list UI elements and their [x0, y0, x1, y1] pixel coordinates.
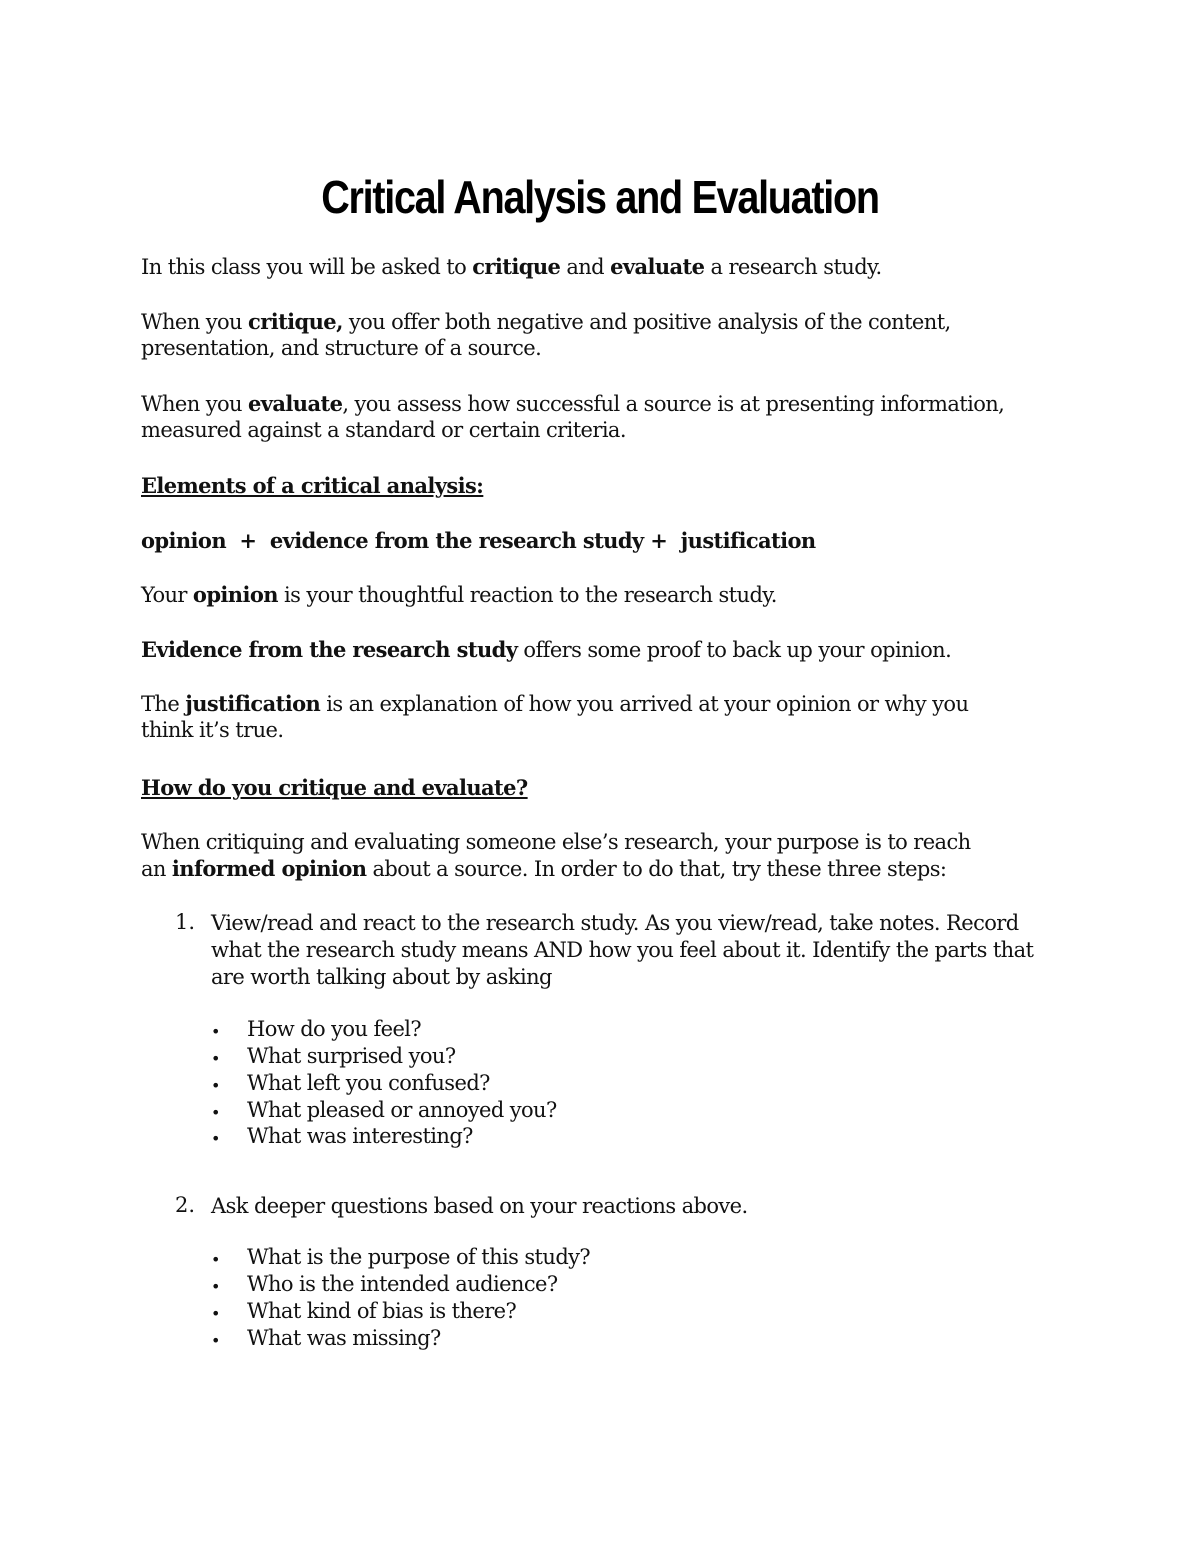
bullet-icon: •: [211, 1022, 221, 1041]
evidence-definition: Evidence from the research study offers some proof to back up your opinion.: [141, 637, 952, 662]
list-item: How do you feel?: [247, 1017, 422, 1041]
justification-definition-line2: think it’s true.: [141, 718, 284, 742]
bullet-icon: •: [211, 1049, 221, 1068]
list-item: What is the purpose of this study?: [247, 1245, 591, 1269]
bullet-icon: •: [211, 1076, 221, 1095]
elements-heading: Elements of a critical analysis:: [141, 473, 484, 498]
step-1-text: View/read and react to the research study. As you view/read, take notes. Record what the research study means AND how you feel about it. Identify the parts that are worth talking about by asking: [211, 911, 1034, 989]
how-intro: When critiquing and evaluating someone else’s research, your purpose is to reach: [141, 830, 971, 854]
bullet-icon: •: [211, 1331, 221, 1350]
bullet-icon: •: [211, 1103, 221, 1122]
formula: opinion + evidence from the research study + justification: [141, 528, 816, 553]
bullet-icon: •: [211, 1129, 221, 1148]
step-2-text: Ask deeper questions based on your reactions above.: [211, 1194, 748, 1218]
list-item: What left you confused?: [247, 1071, 490, 1095]
list-item: What pleased or annoyed you?: [247, 1098, 557, 1122]
evaluate-definition: When you evaluate, you assess how successful a source is at presenting information,: [141, 391, 1005, 416]
justification-definition: The justification is an explanation of how you arrived at your opinion or why you: [141, 691, 969, 716]
bullet-icon: •: [211, 1277, 221, 1296]
intro-paragraph: In this class you will be asked to critique and evaluate a research study.: [141, 254, 882, 279]
page-title: Critical Analysis and Evaluation: [321, 171, 879, 223]
how-intro-line2: an informed opinion about a source. In order to do that, try these three steps:: [141, 856, 947, 881]
list-item: What surprised you?: [247, 1044, 456, 1068]
evaluate-definition-line2: measured against a standard or certain criteria.: [141, 418, 626, 442]
critique-definition-line2: presentation, and structure of a source.: [141, 336, 542, 360]
list-item: Who is the intended audience?: [247, 1272, 558, 1296]
opinion-definition: Your opinion is your thoughtful reaction to the research study.: [141, 582, 777, 607]
critique-definition: When you critique, you offer both negative and positive analysis of the content,: [141, 309, 951, 334]
bullet-icon: •: [211, 1304, 221, 1323]
step-number: 2.: [175, 1193, 196, 1217]
list-item: What was missing?: [247, 1326, 441, 1350]
step-number: 1.: [175, 910, 196, 934]
list-item: What was interesting?: [247, 1124, 473, 1148]
list-item: What kind of bias is there?: [247, 1299, 517, 1323]
how-heading: How do you critique and evaluate?: [141, 775, 528, 800]
bullet-icon: •: [211, 1250, 221, 1269]
